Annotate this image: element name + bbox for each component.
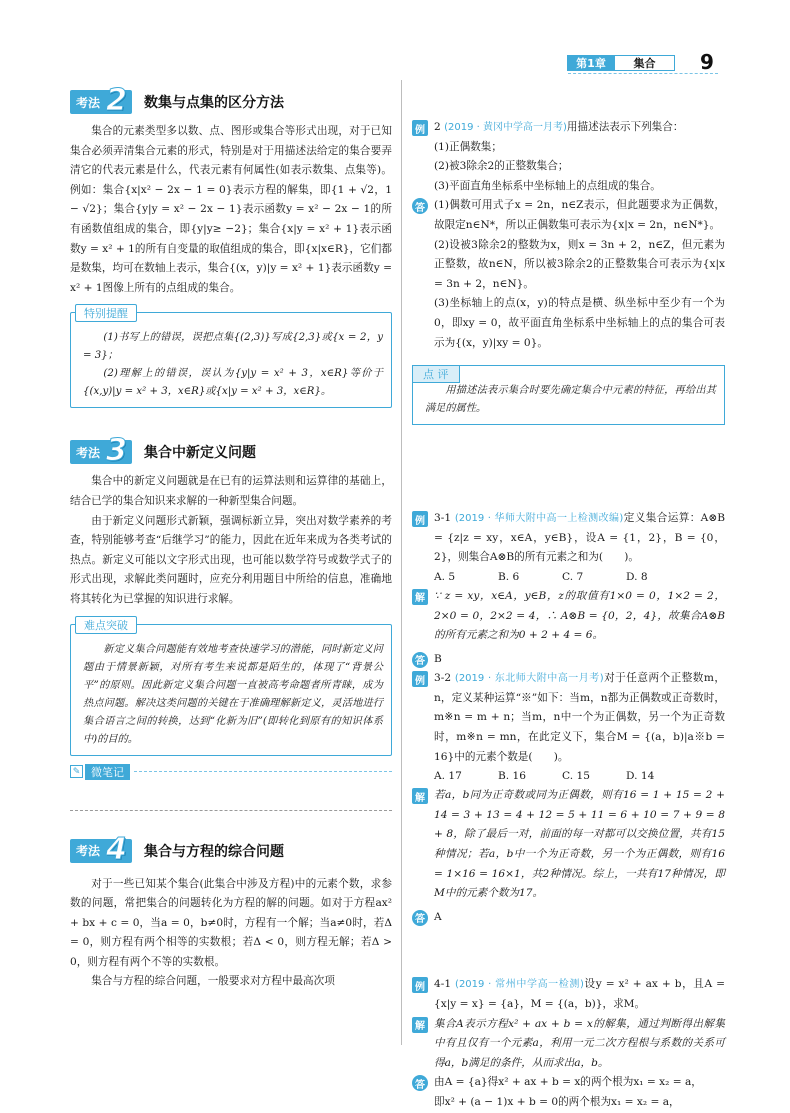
choice-b: B. 6 xyxy=(498,570,520,583)
example-prompt xyxy=(434,509,725,568)
answer-tag: 答 xyxy=(412,910,428,926)
example-2 xyxy=(412,118,725,196)
example-prompt xyxy=(434,669,725,767)
section-header-3 xyxy=(70,433,392,469)
choice-c: C. 7 xyxy=(562,570,584,583)
answer-3-2 xyxy=(412,908,725,928)
example-tag: 例 xyxy=(412,511,428,527)
example-tag: 例 xyxy=(412,977,428,993)
solution-tag: 解 xyxy=(412,589,428,605)
choice-b: B. 16 xyxy=(498,770,526,783)
section-header-4 xyxy=(70,831,392,867)
box-title: 特别提醒 xyxy=(75,304,137,322)
box-paragraph: (1)书写上的错误，误把点集{(2,3)}写成{2,3}或{x = 2，y = 3}； xyxy=(83,332,383,362)
example-tag: 例 xyxy=(412,671,428,687)
section-badge-label: 考法 xyxy=(76,95,101,110)
solution-tag: 解 xyxy=(412,788,428,804)
solution-3-1 xyxy=(412,587,725,646)
example-item: (1)正偶数集； xyxy=(434,140,502,153)
box-title: 难点突破 xyxy=(75,616,137,634)
answer-tag: 答 xyxy=(412,1075,428,1091)
choice-d: D. 14 xyxy=(626,770,655,783)
choice-a: A. 5 xyxy=(434,570,456,583)
section-paragraph: 集合的元素类型多以数、点、图形或集合等形式出现，对于已知集合必须弄清集合元素的形式，特别是对于用描述法给定的集合要弄清它的代表元素是什么，代表元素有何属性(如表示数集、点集等)。例如：集合{x|x² − 2x − 1 = 0}表示方程的解集，即{1 + √2，1 − √2}；集合{y|y = x² − 2x − 1}表示函数y = x² − 2x − 1的所有函数值组成的集合，即{y|y≥ −2}；集合{x|y = x² + 1}表示函数y = x² + 1的所有自变量的取值组成的集合，即{x|x∈R}，它们都是数集，均可在数轴上表示，集合{(x，y)|y = x² + 1}表示函数y = x² + 1图像上所有的点组成的集合。 xyxy=(70,125,392,294)
chapter-header xyxy=(567,55,675,71)
example-number: 4-1 xyxy=(434,978,452,991)
example-3-1 xyxy=(412,509,725,587)
section-badge xyxy=(70,83,132,118)
review-title: 点 评 xyxy=(412,365,460,383)
review-text: 用描述法表示集合时要先确定集合中元素的特征，再给出其满足的属性。 xyxy=(425,385,716,415)
chapter-topic: 集合 xyxy=(615,55,675,71)
example-text: 对于任意两个正整数m，n，定义某种运算“※”如下：当m，n都为正偶数或正奇数时，m※n = m + n；当m，n中一个为正偶数，另一个为正奇数时，m※n = mn，在此定义下，集合M = {(a，b)|a※b = 16}中的元素个数是( )。 xyxy=(434,672,725,763)
section-badge-label: 考法 xyxy=(76,445,101,460)
example-number: 3-1 xyxy=(434,512,452,525)
choice-a: A. 17 xyxy=(434,770,462,783)
solution-tag: 解 xyxy=(412,1017,428,1033)
example-source: (2019 · 黄冈中学高一月考) xyxy=(444,122,567,133)
example-source: (2019 · 华师大附中高一上检测改编) xyxy=(454,513,624,525)
example-prompt xyxy=(434,975,725,1014)
example-3-2 xyxy=(412,669,725,786)
pencil-icon: ✎ xyxy=(70,765,83,778)
answer-text: 由A = {a}得x² + ax + b = x的两个根为x₁ = x₂ = a， xyxy=(434,1076,702,1089)
special-reminder-box xyxy=(70,307,392,408)
review-box xyxy=(412,365,725,425)
example-item: (2)被3除余2的正整数集合； xyxy=(434,160,569,173)
answer-tag: 答 xyxy=(412,198,428,214)
example-number: 3-2 xyxy=(434,672,452,685)
section-badge-number: 2 xyxy=(106,83,127,118)
section-badge-number: 3 xyxy=(106,433,127,469)
example-item: (3)平面直角坐标系中坐标轴上的点组成的集合。 xyxy=(434,179,661,192)
micro-notes xyxy=(70,764,392,780)
answer-text: (3)坐标轴上的点(x，y)的特点是横、纵坐标中至少有一个为0，即xy = 0，故平面直角坐标系中坐标轴上的点的集合可表示为{(x，y)|xy = 0}。 xyxy=(434,297,725,349)
section-paragraph: 由于新定义问题形式新颖，强调标新立异，突出对数学素养的考查，特别能够考查“后继学习”的能力，因此在近年来成为各类考试的热点。新定义可能以文字形式出现，也可能以数学符号或数学式子的形式出现，求解此类问题时，应充分利用题目中所给的信息，准确地将其转化为已掌握的知识进行求解。 xyxy=(70,514,392,605)
answer-text: (1)偶数可用式子x = 2n，n∈Z表示，但此题要求为正偶数，故限定n∈N*，所以正偶数集可表示为{x|x = 2n，n∈N*}。 xyxy=(434,199,725,231)
page-number: 9 xyxy=(700,50,714,74)
solution-text: 集合A表示方程x² + ax + b = x的解集，通过判断得出解集中有且仅有一个元素a，利用一元二次方程根与系数的关系可得a，b满足的条件，从而求出a，b。 xyxy=(434,1017,725,1069)
answer-text: B xyxy=(434,652,442,665)
example-source: (2019 · 常州中学高一检测) xyxy=(455,979,584,991)
choice-c: C. 15 xyxy=(562,770,590,783)
difficulty-box xyxy=(70,618,392,756)
notes-line xyxy=(134,771,392,772)
example-4-1 xyxy=(412,975,725,1014)
box-paragraph: (2)理解上的错误，误认为{y|y = x² + 3，x∈R}等价于{(x,y)|y = x² + 3，x∈R}或{x|y = x² + 3，x∈R}。 xyxy=(83,368,383,398)
example-number: 2 xyxy=(434,121,441,133)
section-title: 集合中新定义问题 xyxy=(144,445,256,462)
example-text: 定义集合运算：A⊗B = {z|z = xy，x∈A，y∈B}，设A = {1，2}，B = {0，2}，则集合A⊗B的所有元素之和为( )。 xyxy=(434,512,725,564)
solution-3-2 xyxy=(412,786,725,904)
section-badge xyxy=(70,433,132,469)
chapter-label: 第1章 xyxy=(567,55,615,71)
answer-3-1 xyxy=(412,650,725,670)
section-header-2 xyxy=(70,83,392,118)
choices xyxy=(434,767,725,786)
section-title: 数集与点集的区分方法 xyxy=(144,95,284,111)
answer-2 xyxy=(412,196,725,353)
answer-text: (2)设被3除余2的整数为x，则x = 3n + 2，n∈Z，但元素为正整数，故n∈N，所以被3除余2的正整数集合可表示为{x|x = 3n + 2，n∈N}。 xyxy=(434,238,725,290)
box-paragraph: 新定义集合问题能有效地考查快速学习的潜能，同时新定义问题由于情景新颖，对所有考生来说都是陌生的，体现了“背景公平”的原则。因此新定义集合问题一直被高考命题者所青睐，成为热点问题。解决这类问题的关键在于准确理解新定义，灵活地进行集合语言之间的转换，达到“化新为旧”(即转化到原有的知识体系中)的目的。 xyxy=(83,643,383,745)
micro-notes-label: 微笔记 xyxy=(85,764,130,780)
section-badge-number: 4 xyxy=(106,831,127,867)
choice-d: D. 8 xyxy=(626,570,648,583)
left-column xyxy=(70,80,392,992)
solution-4-1 xyxy=(412,1015,725,1074)
section-title: 集合与方程的综合问题 xyxy=(144,843,284,860)
solution-text: ∵ z = xy，x∈A，y∈B，z的取值有1×0 = 0，1×2 = 2，2×0 = 0，2×2 = 4，∴ A⊗B = {0，2，4}，故集合A⊗B的所有元素之和为0 + 2 + 4 = 6。 xyxy=(434,589,725,642)
example-tag: 例 xyxy=(412,120,428,136)
example-source: (2019 · 东北师大附中高一月考) xyxy=(454,673,604,685)
right-column xyxy=(412,80,725,1113)
header-rule xyxy=(568,73,718,74)
example-text: 用描述法表示下列集合： xyxy=(566,121,684,133)
example-text: 设y = x² + ax + b，且A = {x|y = x} = {a}，M = {(a，b)}，求M。 xyxy=(434,978,725,1010)
section-badge-label: 考法 xyxy=(76,844,101,858)
choices xyxy=(434,568,725,587)
section-badge xyxy=(70,831,132,867)
column-divider xyxy=(401,80,402,1045)
example-prompt xyxy=(434,118,725,138)
section-paragraph: 集合中的新定义问题就是在已有的运算法则和运算律的基础上，结合已学的集合知识来求解的一种新型集合问题。 xyxy=(70,475,392,507)
answer-text: A xyxy=(434,910,442,923)
answer-tag: 答 xyxy=(412,652,428,668)
solution-text: 若a，b同为正奇数或同为正偶数，则有16 = 1 + 15 = 2 + 14 = 3 + 13 = 4 + 12 = 5 + 11 = 6 + 10 = 7 + 9 = 8 + 8，除了最后一对，前面的每一对都可以交换位置，共有15种情况；若a，b中一个为正奇数，另一个为正偶数，则有16 = 1×16 = 16×1，共2种情况。综上，一共有17种情况，即M中的元素个数为17。 xyxy=(434,789,725,900)
section-paragraph: 对于一些已知某个集合(此集合中涉及方程)中的元素个数，求参数的问题，常把集合的问题转化为方程的解的问题。如对于方程ax² + bx + c = 0，当a = 0，b≠0时，方程有一个解；当a≠0时，若Δ = 0，则方程有两个相等的实数根；若Δ < 0，则方程无解；若Δ > 0，则方程有两个不等的实数根。 xyxy=(70,877,392,968)
notes-rule xyxy=(70,810,392,811)
section-paragraph: 集合与方程的综合问题，一般要求对方程中最高次项 xyxy=(91,975,335,988)
answer-text: 即x² + (a − 1)x + b = 0的两个根为x₁ = x₂ = a， xyxy=(434,1095,680,1108)
